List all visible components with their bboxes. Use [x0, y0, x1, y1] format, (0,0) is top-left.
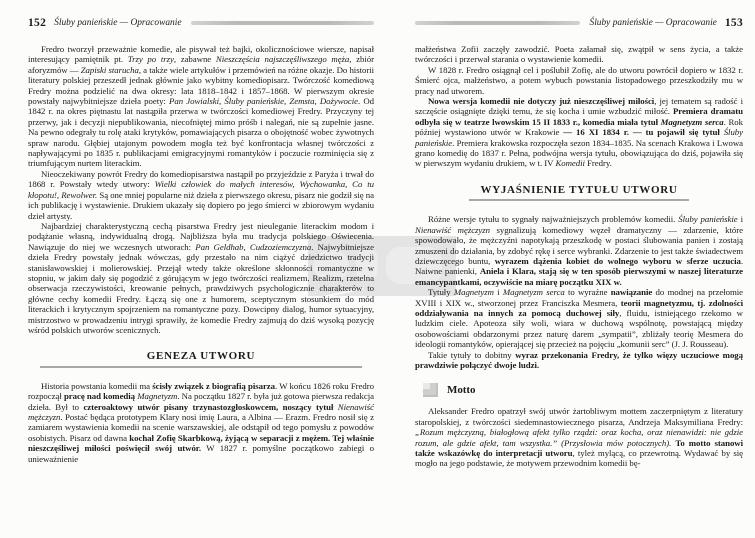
paragraph [415, 96, 743, 169]
text-segment: kochał Zofię Skarbkową, żyjącą w separacji z mężem. Tej właśnie nieszczęśliwej miłości poświęcił swój utwór. [28, 432, 374, 454]
text-segment: teorii magnetyzmu, tj. zdolności oddziaływania na innych za pomocą duchowej siły [415, 297, 743, 318]
text-segment: Trzy po trzy [127, 54, 174, 65]
page-152 [28, 16, 374, 464]
heading-rule [469, 199, 689, 201]
running-title: Śluby panieńskie — Opracowanie [589, 17, 717, 28]
text-segment: Aleksander Fredro opatrzył swój utwór żartobliwym mottem zaczerpniętym z literatury staropolskiej, z twórczości siedemnastowiecznego pisarza, Andrzeja Maksymiliana Fredry: [415, 406, 743, 427]
text-segment: i [493, 287, 503, 298]
text-segment: Komedii [555, 158, 585, 169]
text-segment: „Rozum mężczyzną, białogłową afekt tylko rządzi: oraz kocha, oraz nienawidzi: nie gdzie rozum, ale gdzie afekt, tam wszystka.” (Przysłowia mów potocznych). [415, 427, 743, 448]
paragraph [415, 287, 743, 349]
text-segment: W 1828 r. Fredro osiągnął cel i poślubił Zofię, ale do utworu powrócił dopiero w 1832 r. Śmierć ojca, małżeństwo, a potem wybuch powstania listopadowego przeszkodziły mu w pracy nad utworem. [415, 64, 743, 96]
text-segment: Nienawiść mężczyzn [415, 224, 491, 235]
page-number: 152 [28, 16, 47, 29]
text-segment: Aniela i Klara, stają się w ten sposób pierwszymi w naszej literaturze emancypantkami, oczywiście na miarę początku XIX w. [415, 266, 744, 287]
text-segment: małżeństwa Zofii zaczęły zawodzić. Poeta załamał się, zwątpił w sens życia, a także twórczości i przerwał starania o wystawienie komedii. [415, 44, 743, 65]
paragraph [28, 44, 374, 169]
text-segment: , zabawne [173, 54, 216, 65]
page-header-left [28, 16, 374, 29]
text-segment: Fredro tworzył przeważnie komedie, ale pisywał też bajki, okolicznościowe wiersze, napisał interesujący pamiętnik pt. [28, 44, 374, 65]
text-segment: Pan Geldhab, Cudzoziemczyzna [195, 241, 312, 252]
paragraph [28, 169, 374, 221]
text-segment: Śluby panieńskie [415, 127, 743, 148]
text-segment: . Od 1842 r. na okres piętnastu lat nastąpiła przerwa w twórczości komediowej Fredry. Przyczyny tej przerwy, jak i decyzji niepublikowania, niecofniętej mimo próśb i nalegań, nie są zupełnie jasne. Na pewno odegrały tu rolę ataki krytyków, pomawiających pisarza o obojętność wobec żywotnych spraw narodu. Głębiej utajonym powodem mogła też być konfrontacja własnej twórczości z napływającymi po 1835 r. publikacjami emigracyjnymi romantyków i poczucie rozminięcia się z triumfującym nurtem literackim. [28, 96, 375, 169]
text-segment: . Najwybitniejsze dzieła Fredry powstały jednak wówczas, gdy przestało na nim ciążyć dziedzictwo tradycji stanisławowskiej i molierowskiej. Przejął wtedy także określone skłonności romantyczne w stopniu, w jakim dały się pogodzić z górującym w jego twórczości realizmem. Realizm, rzetelna obserwacja rzeczywistości, kreowanie pełnych, prawdziwych psychologicznie charakterów to główne cechy komedii Fredry. Łączą się one z humorem, sceptycznym stosunkiem do mód literackich i krytycznym spojrzeniem na romantyczne pozy. Dowcipny dialog, humor sytuacyjny, mistrzostwo w prowadzeniu intrygi sprawiły, że komedie Fredry zajmują do dziś wysoką pozycję wśród polskich utworów scenicznych. [28, 241, 375, 335]
running-title: Śluby panieńskie — Opracowanie [54, 17, 182, 28]
text-segment: Różne wersje tytułu to sygnały najważniejszych problemów komedii. [428, 214, 679, 225]
text-segment: Fredry. [584, 158, 612, 169]
text-segment: . Postać będąca prototypem Klary nosi imię Laura, a Albina — Erazm. Fredro nosił się z zamiarem wystawienia komedii na scenie warszawskiej, ale odstąpił od tego pomysłu z powodów osobistych. Pisarz od dawna [28, 412, 374, 443]
paragraph [28, 221, 374, 335]
header-rule-bar [415, 21, 580, 25]
section-heading: WYJAŚNIENIE TYTUŁU UTWORU [480, 183, 678, 196]
text-segment: i [737, 214, 744, 225]
page-body-right [415, 44, 743, 469]
text-segment: , fluidu, istniejącego rzekomo w ludzkim ciele. Apoteoza siły woli, wiara w duchową wspólnotę, powstającą między osobowościami obdarzonymi przez naturę darem „sympatii”, zbliżały teorię Mesmera do ideologii romantyków, opierającej się przecież na pojęciu „komunii serc” (J. J. Rousseau). [415, 307, 743, 350]
text-segment: . Na początku 1827 r. była już gotowa pierwsza redakcja dzieła. Był to [28, 391, 374, 412]
text-segment: . Rok później wystawiono utwór w Krakowie [415, 116, 743, 138]
page-number: 153 [724, 16, 743, 29]
text-segment: Są one mniej popularne niż dzieła z pierwszego okresu, pisarz nie godził się na ich publikację i wystawienie. Drukiem ukazały się dopiero po jego śmierci w zbiorowym wydaniu dzieł artysty. [28, 189, 374, 221]
motto-heading-block [423, 383, 743, 397]
text-segment: Nienawiść mężczyzn [28, 401, 374, 422]
text-segment: Najbardziej charakterystyczną cechą pisarstwa Fredry jest nieuleganie literackim modom i podążanie własną, indywidualną drogą. Najbliższa była mu tradycja polskiego Oświecenia. Nawiązuje do niej we wczesnych utworach: [28, 220, 374, 252]
text-segment: — 16 XI 1834 r. — tu pojawił się tytuł [563, 127, 724, 138]
text-segment: wyrazem dążenia kobiet do wolnego wyboru w sferze uczucia [494, 255, 741, 266]
header-rule-bar [191, 21, 374, 25]
motto-ornament-icon [423, 383, 438, 397]
text-segment: Nowa wersja komedii nie dotyczy już nieszczęśliwej miłości [428, 96, 655, 107]
page-153 [415, 16, 743, 469]
text-segment: Pan Jowialski, Śluby panieńskie, Zemsta, Dożywocie [169, 96, 358, 107]
text-segment: Nieoczekiwany powrót Fredry do komediopisarstwa nastąpił po przyjeździe z Paryża i trwał do 1868 r. Powstały wtedy utwory: [28, 168, 374, 190]
text-segment: ścisły związek z biografią pisarza [152, 380, 275, 391]
text-segment: Magnetyzm serca [502, 287, 565, 298]
text-segment: , zbiór aforyzmów — [28, 54, 375, 75]
motto-heading: Motto [447, 384, 476, 397]
text-segment: . W końcu 1826 roku Fredro rozpoczął [28, 380, 374, 402]
paragraph [415, 350, 743, 371]
paragraph [415, 406, 743, 468]
paragraph [415, 65, 743, 96]
paragraph [28, 381, 374, 464]
text-segment: wyraz przekonania Fredry, że tylko więzy uczuciowe mogą prawdziwie połączyć dwoje ludzi. [415, 349, 743, 370]
text-segment: W 1827 r. pomyślne początkowo zabiegi o unieważnienie [28, 443, 374, 464]
text-segment: Takie tytuły to dobitny [428, 349, 516, 360]
section-heading: GENEZA UTWORU [146, 350, 256, 363]
text-segment: Tytuły [428, 287, 454, 298]
text-segment: Śluby panieńskie [678, 214, 738, 225]
paragraph [415, 214, 743, 287]
text-segment: Magnetyzm [453, 287, 494, 298]
ornament-highlight [423, 383, 430, 389]
text-segment: Wielki człowiek do małych interesów, Wychowanka, Co tu kłopotu!, Rewolwer. [28, 179, 374, 200]
text-segment: nawiązanie [610, 287, 653, 298]
page-body-left [28, 44, 374, 464]
text-segment: To motto stanowi także wskazówkę do interpretacji utworu [415, 437, 743, 458]
text-segment: Nieszczęścia najszczęśliwszego męża [215, 54, 350, 65]
section-heading-block [415, 185, 743, 201]
text-segment: Magnetyzm [137, 391, 178, 402]
text-segment: to wyraźne [564, 287, 611, 298]
section-heading-block [28, 351, 374, 367]
text-segment: . Premiera krakowska rozpoczęła sezon 1834–1835. Na scenach Krakowa i Lwowa grano komedię do 1837 r. Pełna, podwójna wersja tytułu, obowiązująca do dziś, pojawiła się w pierwszym wydaniu drukiem, w t. IV [415, 137, 743, 169]
text-segment: Magnetyzm serca [660, 116, 724, 127]
page-header-right [415, 16, 743, 29]
heading-rule [40, 366, 362, 368]
text-segment: sygnalizują komediowy węzeł dramatyczny — zdarzenie, które spowodowało, że mężczyźni napotykają przeszkodę w postaci ślubowania panien i zostają zmuszeni do działania, by zdobyć rękę i serce wybranki. Zdarzenie to jest także świadectwem dziewczęcego buntu, [415, 224, 744, 266]
text-segment: Zapiski starucha [80, 64, 139, 75]
text-segment: Premiera dramatu odbyła się w teatrze lwowskim 15 II 1833 r., komedia miała tytuł [415, 106, 743, 127]
text-segment: . Naiwne panienki, [415, 255, 743, 277]
paragraph [415, 44, 743, 65]
text-segment: , a także wiele artykułów i przemówień na różne okazje. Do historii literatury polskiej przeszedł jednak głównie jako wybitny komediopisarz. Twórczość komediową Fredry można podzielić na dwa okresy: lata 1818–1842 i 1857–1868. W pierwszym okresie powstały najwybitniejsze dzieła poety: [28, 64, 374, 107]
text-segment: , tyleż mylącą, co przewrotną. Wydawać by się mogło na jego podstawie, że motywem przewodnim komedii bę- [415, 448, 744, 469]
text-segment: Historia powstania komedii ma [41, 380, 153, 391]
text-segment: , jej tematem są radość i szczęście osiągnięte dzięki temu, że się kocha i umie wzbudzić miłość. [415, 96, 743, 117]
text-segment: pracę nad komedią [63, 391, 138, 402]
text-segment: do modnej na przełomie XVIII i XIX w., stworzonej przez Franciszka Mesmera, [415, 287, 743, 308]
text-segment: czteroaktowy utwór pisany trzynastozgłoskowcem, noszący tytuł [83, 401, 338, 412]
